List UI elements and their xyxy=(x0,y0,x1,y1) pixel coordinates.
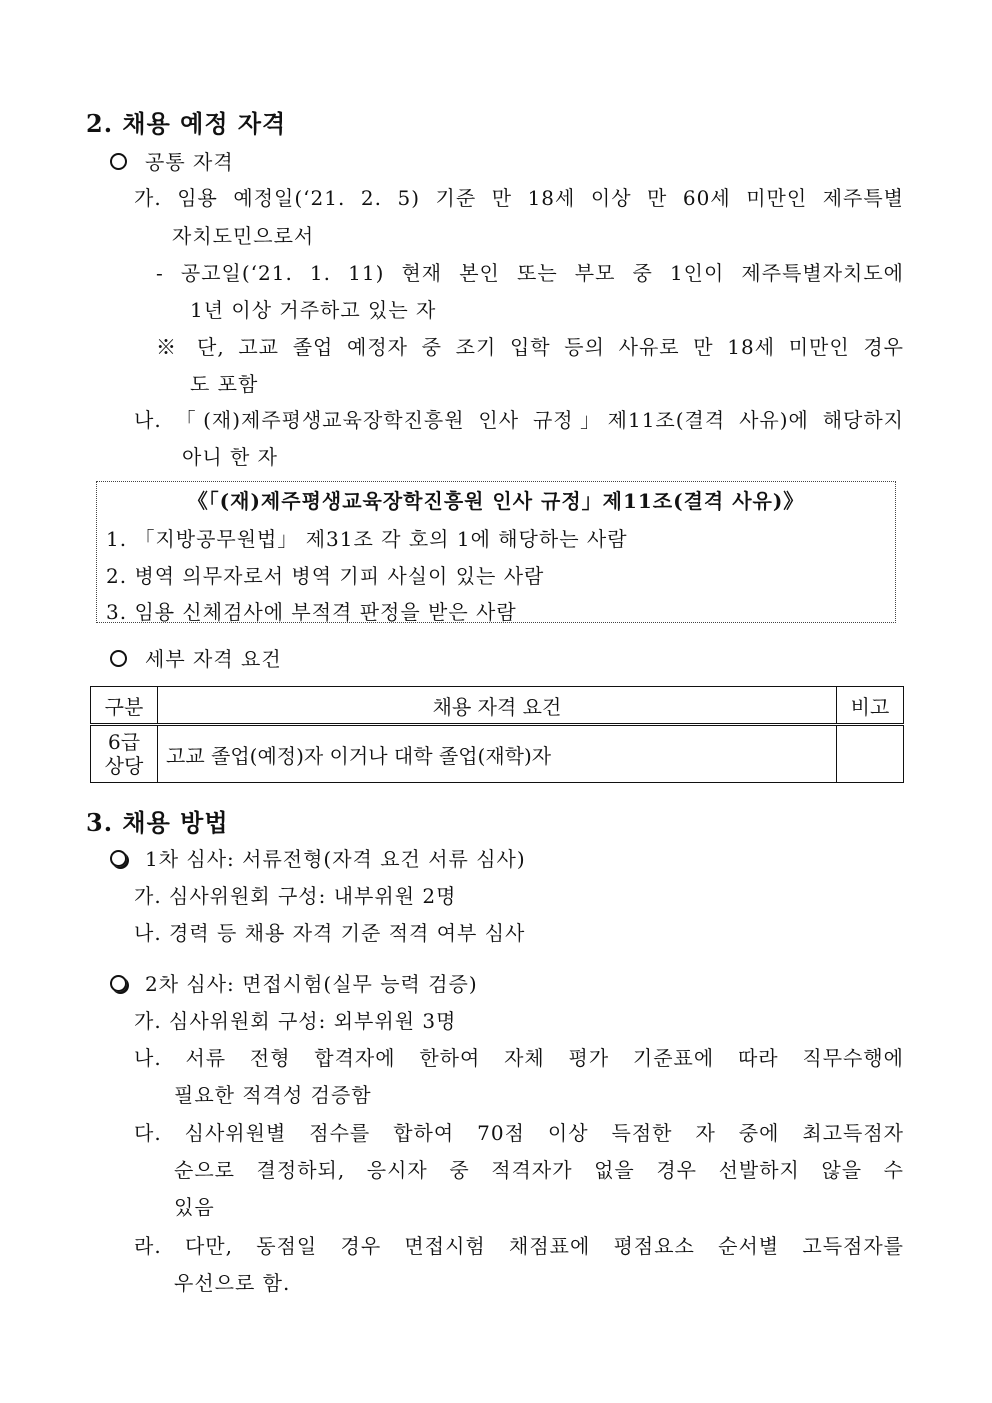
note-line1: ※ 단, 고교 졸업 예정자 중 조기 입학 등의 사유로 만 18세 미만인 경우 xyxy=(156,335,904,359)
second-review-ra-line2: 우선으로 함. xyxy=(174,1271,291,1295)
shadow-circle-bullet-icon xyxy=(110,850,127,867)
disqualification-item: 1. 「지방공무원법」 제31조 각 호의 1에 해당하는 사람 xyxy=(106,527,628,551)
shadow-circle-bullet-icon xyxy=(110,975,127,992)
second-review-da-line2: 순으로 결정하되, 응시자 중 적격자가 없을 경우 선발하지 않을 수 xyxy=(174,1158,904,1182)
hollow-circle-bullet-icon xyxy=(110,153,127,170)
section-3-title: 3. 채용 방법 xyxy=(86,808,229,837)
second-review-na-line2: 필요한 적격성 검증함 xyxy=(174,1083,372,1107)
clause-na-line2: 아니 한 자 xyxy=(182,445,278,469)
disqualification-item: 2. 병역 의무자로서 병역 기피 사실이 있는 사람 xyxy=(106,564,545,588)
requirements-table xyxy=(90,686,904,783)
second-review-na-line1: 나. 서류 전형 합격자에 한하여 자체 평가 기준표에 따라 직무수행에 xyxy=(134,1046,904,1070)
common-heading-text: 공통 자격 xyxy=(145,150,234,174)
second-review-ra-line1: 라. 다만, 동점일 경우 면접시험 채점표에 평점요소 순서별 고득점자를 xyxy=(134,1234,904,1258)
detail-qualification-heading xyxy=(110,643,282,672)
grade-line2: 상당 xyxy=(104,754,144,778)
grade-line1: 6급 xyxy=(107,730,141,754)
first-review-heading xyxy=(110,843,526,872)
second-review-da-line3: 있음 xyxy=(174,1195,215,1219)
clause-ga-line2: 자치도민으로서 xyxy=(172,224,315,248)
grade-cell xyxy=(91,725,158,783)
table-header-cell: 비고 xyxy=(837,687,904,725)
first-review-na: 나. 경력 등 채용 자격 기준 적격 여부 심사 xyxy=(134,921,526,945)
dash-item-line1: - 공고일(‘21. 1. 11) 현재 본인 또는 부모 중 1인이 제주특별자치도에 xyxy=(156,261,904,285)
disqualification-box-title: 《「(재)제주평생교육장학진흥원 인사 규정」제11조(결격 사유)》 xyxy=(187,489,805,513)
table-header-cell: 구분 xyxy=(91,687,158,725)
first-review-ga: 가. 심사위원회 구성: 내부위원 2명 xyxy=(134,884,457,908)
clause-ga-line1: 가. 임용 예정일(‘21. 2. 5) 기준 만 18세 이상 만 60세 미만인 제주특별 xyxy=(134,186,904,210)
table-row xyxy=(91,725,904,783)
note-cell xyxy=(837,725,904,783)
second-review-heading xyxy=(110,968,478,997)
common-qualification-heading xyxy=(110,146,234,175)
detail-heading-text: 세부 자격 요건 xyxy=(145,647,282,671)
table-header-cell: 채용 자격 요건 xyxy=(158,687,837,725)
second-review-text: 2차 심사: 면접시험(실무 능력 검증) xyxy=(145,972,478,996)
first-review-text: 1차 심사: 서류전형(자격 요건 서류 심사) xyxy=(145,847,526,871)
requirement-cell: 고교 졸업(예정)자 이거나 대학 졸업(재학)자 xyxy=(158,725,837,783)
note-line2: 도 포함 xyxy=(190,372,259,396)
table-header-row xyxy=(91,687,904,725)
clause-na-line1: 나. 「(재)제주평생교육장학진흥원 인사 규정」제11조(결격 사유)에 해당하지 xyxy=(134,408,904,432)
disqualification-item: 3. 임용 신체검사에 부적격 판정을 받은 사람 xyxy=(106,600,517,624)
dash-item-line2: 1년 이상 거주하고 있는 자 xyxy=(190,298,437,322)
second-review-ga: 가. 심사위원회 구성: 외부위원 3명 xyxy=(134,1009,457,1033)
section-2-title: 2. 채용 예정 자격 xyxy=(86,109,287,138)
second-review-da-line1: 다. 심사위원별 점수를 합하여 70점 이상 득점한 자 중에 최고득점자 xyxy=(134,1121,904,1145)
hollow-circle-bullet-icon xyxy=(110,650,127,667)
